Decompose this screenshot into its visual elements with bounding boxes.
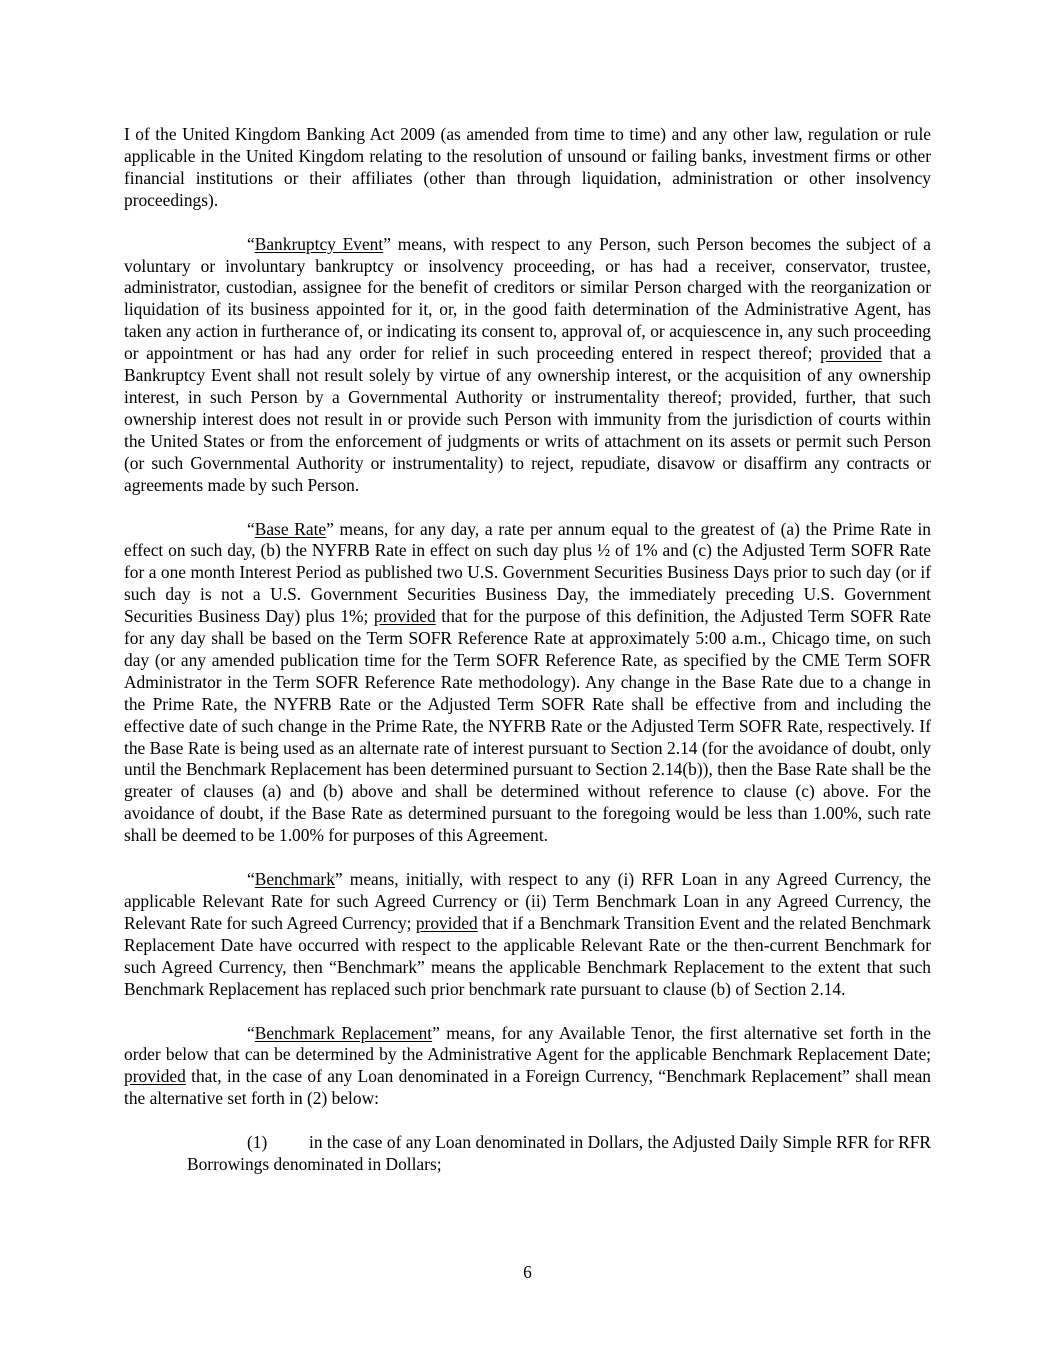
definition-text: that if a Benchmark Transition Event and the related Benchmark Replacement Date have occurred with respect to the applicable Relevant Rate or the then-current Benchmark for such Agreed Currency, then “Benchmark” means the applicable Benchmark Replacement to the extent that such Benchmark Replacement has replaced such prior benchmark rate pursuant to clause (b) of Section 2.14. [124, 912, 931, 999]
definition-text: that for the purpose of this definition, the Adjusted Term SOFR Rate for any day shall be based on the Term SOFR Reference Rate at approximately 5:00 a.m., Chicago time, on such day (or any amended publication time for the Term SOFR Reference Rate, as specified by the CME Term SOFR Administrator in the Term SOFR Reference Rate methodology). Any change in the Base Rate due to a change in the Prime Rate, the NYFRB Rate or the Adjusted Term SOFR Rate shall be effective from and including the effective date of such change in the Prime Rate, the NYFRB Rate or the Adjusted Term SOFR Rate, respectively. If the Base Rate is being used as an alternate rate of interest pursuant to Section 2.14 (for the avoidance of doubt, only until the Benchmark Replacement has been determined pursuant to Section 2.14(b)), then the Base Rate shall be the greater of clauses (a) and (b) above and shall be determined without reference to clause (c) above. For the avoidance of doubt, if the Base Rate as determined pursuant to the foregoing would be less than 1.00%, such rate shall be deemed to be 1.00% for purposes of this Agreement. [124, 606, 931, 846]
defined-term: Benchmark [254, 869, 335, 890]
open-quote: “ [247, 233, 255, 254]
list-item [187, 1132, 931, 1176]
definition-text: ” means, for any day, a rate per annum equal to the greatest of (a) the Prime Rate in effect on such day, (b) the NYFRB Rate in effect on such day plus ½ of 1% and (c) the Adjusted Term SOFR Rate for a one month Interest Period as published two U.S. Government Securities Business Days prior to such day (or if such day is not a U.S. Government Securities Business Day, the immediately preceding U.S. Government Securities Business Day) plus 1%; [124, 518, 931, 627]
definition-text: ” means, with respect to any Person, such Person becomes the subject of a voluntary or involuntary bankruptcy or insolvency proceeding, or has had a receiver, conservator, trustee, administrator, custodian, assignee for the benefit of creditors or similar Person charged with the reorganization or liquidation of its business appointed for it, or, in the good faith determination of the Administrative Agent, has taken any action in furtherance of, or indicating its consent to, approval of, or acquiescence in, any such proceeding or appointment or has had any order for relief in such proceeding entered in respect thereof; [124, 233, 931, 364]
definition-text: that a Bankruptcy Event shall not result solely by virtue of any ownership interest, or the acquisition of any ownership interest, in such Person by a Governmental Authority or instrumentality thereof; provided, further, that such ownership interest does not result in or provide such Person with immunity from the jurisdiction of courts within the United States or from the enforcement of judgments or writs of attachment on its assets or permit such Person (or such Governmental Authority or instrumentality) to reject, repudiate, disavow or disaffirm any contracts or agreements made by such Person. [124, 343, 931, 495]
document-body [124, 124, 931, 1176]
definition-benchmark-replacement [124, 1023, 931, 1111]
definition-text: that, in the case of any Loan denominated in a Foreign Currency, “Benchmark Replacement” shall mean the alternative set forth in (2) below: [124, 1066, 931, 1109]
provided-term: provided [124, 1066, 186, 1087]
open-quote: “ [247, 518, 255, 539]
list-item-text: in the case of any Loan denominated in Dollars, the Adjusted Daily Simple RFR for RFR Borrowings denominated in Dollars; [187, 1132, 931, 1175]
continued-paragraph: I of the United Kingdom Banking Act 2009 (as amended from time to time) and any other law, regulation or rule applicable in the United Kingdom relating to the resolution of unsound or failing banks, investment firms or other financial institutions or their affiliates (other than through liquidation, administration or other insolvency proceedings). [124, 124, 931, 210]
provided-term: provided [373, 606, 436, 627]
provided-term: provided [820, 343, 882, 364]
definition-text: ” means, initially, with respect to any (i) RFR Loan in any Agreed Currency, the applicable Relevant Rate for such Agreed Currency or (ii) Term Benchmark Loan in any Agreed Currency, the Relevant Rate for such Agreed Currency; [124, 869, 931, 933]
open-quote: “ [247, 1022, 255, 1043]
defined-term: Base Rate [254, 518, 327, 539]
list-item-number: (1) [247, 1132, 268, 1153]
open-quote: “ [247, 869, 255, 890]
definition-base-rate [124, 519, 931, 848]
defined-term: Benchmark Replacement [254, 1022, 433, 1043]
page-number: 6 [523, 1262, 532, 1282]
provided-term: provided [415, 912, 478, 933]
definition-text: ” means, for any Available Tenor, the first alternative set forth in the order below that can be determined by the Administrative Agent for the applicable Benchmark Replacement Date; [124, 1022, 931, 1065]
defined-term: Bankruptcy Event [254, 233, 384, 254]
definition-bankruptcy-event [124, 234, 931, 497]
definition-benchmark [124, 869, 931, 1000]
